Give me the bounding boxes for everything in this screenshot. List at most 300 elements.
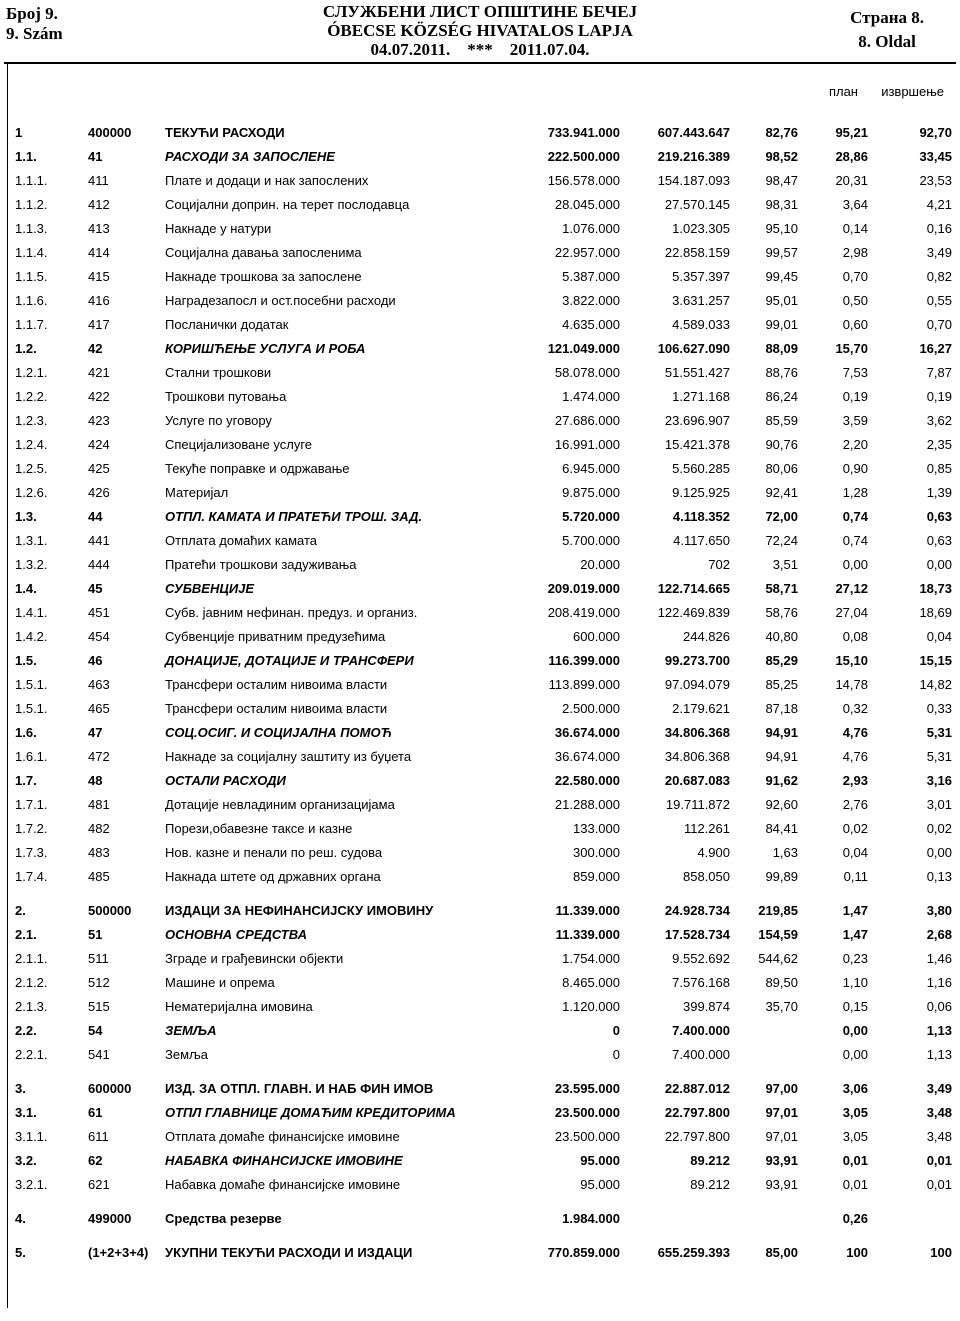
realized-amount: 27.570.145 [664,197,730,212]
share-plan: 1,10 [842,975,868,990]
percent-realized: 95,10 [765,221,798,236]
row-title: Трошкови путовања [165,389,287,404]
table-column-headers [8,64,960,120]
row-number: 1.2.3. [15,413,48,428]
share-realized: 0,01 [926,1153,952,1168]
plan-amount: 222.500.000 [547,149,620,164]
account-code: 411 [88,173,109,188]
account-code: 51 [88,927,103,942]
percent-realized: 80,06 [765,461,798,476]
percent-realized: 58,71 [765,581,798,596]
share-realized: 0,63 [926,509,952,524]
row-number: 1.5.1. [15,677,48,692]
account-code: 499000 [88,1211,132,1226]
account-code: 485 [88,869,110,884]
account-code: 426 [88,485,110,500]
row-title: Нематеријална имовина [165,999,313,1014]
realized-amount: 3.631.257 [672,293,730,308]
realized-amount: 7.400.000 [672,1047,730,1062]
share-realized: 3,62 [926,413,952,428]
share-plan: 0,19 [842,389,868,404]
row-number: 1.1.2. [15,197,48,212]
account-code: 416 [88,293,110,308]
row-title: ОСНОВНА СРЕДСТВА [165,927,308,942]
account-code: 451 [88,605,110,620]
realized-amount: 23.696.907 [664,413,730,428]
share-realized: 3,48 [926,1129,952,1144]
row-title: ТЕКУЋИ РАСХОДИ [165,125,285,140]
section-spacer [8,1230,960,1240]
journal-title-sr: СЛУЖБЕНИ ЛИСТ ОПШТИНЕ БЕЧЕЈ [322,2,638,21]
realized-amount: 51.551.427 [664,365,730,380]
account-code: 421 [88,365,110,380]
realized-amount: 15.421.378 [664,437,730,452]
share-plan: 3,05 [842,1105,868,1120]
section-row [8,1240,960,1264]
share-realized: 0,70 [926,317,952,332]
share-plan: 0,50 [842,293,868,308]
plan-amount: 95.000 [580,1177,620,1192]
journal-title [240,2,720,59]
plan-amount: 28.045.000 [554,197,620,212]
table-row [8,840,960,864]
percent-realized: 98,47 [765,173,798,188]
account-code: 47 [88,725,103,740]
realized-amount: 4.900 [697,845,730,860]
row-title: Трансфери осталим нивоима власти [165,701,388,716]
account-code: 500000 [88,903,132,918]
row-title: Трансфери осталим нивоима власти [165,677,388,692]
share-plan: 2,93 [842,773,868,788]
realized-amount: 34.806.368 [664,749,730,764]
realized-amount: 34.806.368 [664,725,730,740]
share-realized: 3,80 [926,903,952,918]
row-number: 4. [15,1211,26,1226]
row-number: 3.1. [15,1105,37,1120]
realized-amount: 154.187.093 [657,173,730,188]
account-code: 424 [88,437,110,452]
group-row [8,1100,960,1124]
share-realized: 18,73 [919,581,952,596]
group-row [8,720,960,744]
share-realized: 1,46 [926,951,952,966]
plan-amount: 5.700.000 [562,533,620,548]
share-realized: 0,00 [926,845,952,860]
share-realized: 0,13 [926,869,952,884]
plan-amount: 58.078.000 [554,365,620,380]
plan-amount: 16.991.000 [554,437,620,452]
percent-realized: 95,01 [765,293,798,308]
account-code: 46 [88,653,103,668]
budget-table [7,64,960,1308]
plan-amount: 36.674.000 [554,725,620,740]
row-number: 1.6. [15,725,37,740]
plan-amount: 27.686.000 [554,413,620,428]
percent-realized: 92,60 [765,797,798,812]
row-number: 1.4. [15,581,37,596]
table-row [8,792,960,816]
account-code: 454 [88,629,110,644]
row-title: Социјална давања запосленима [165,245,362,260]
account-code: 62 [88,1153,103,1168]
row-number: 1.7. [15,773,37,788]
table-row [8,744,960,768]
plan-amount: 1.120.000 [562,999,620,1014]
share-plan: 0,60 [842,317,868,332]
row-title: ЗЕМЉА [165,1023,217,1038]
account-code: 414 [88,245,110,260]
table-row [8,168,960,192]
row-number: 3.2.1. [15,1177,48,1192]
table-row [8,864,960,888]
section-row [8,1206,960,1230]
page-number-hu: 8. Oldal [858,32,916,51]
journal-title-hu: ÓBECSE KÖZSÉG HIVATALOS LAPJA [327,21,633,40]
percent-realized: 86,24 [765,389,798,404]
account-code: 417 [88,317,110,332]
account-code: 621 [88,1177,110,1192]
group-row [8,648,960,672]
realized-amount: 22.858.159 [664,245,730,260]
share-plan: 0,32 [842,701,868,716]
plan-amount: 11.339.000 [555,903,620,918]
section-spacer [8,1066,960,1076]
table-row [8,600,960,624]
percent-realized: 90,76 [765,437,798,452]
section-row [8,120,960,144]
realized-amount: 4.589.033 [672,317,730,332]
realized-amount: 399.874 [683,999,730,1014]
table-row [8,696,960,720]
realized-amount: 4.117.650 [673,533,730,548]
table-row [8,240,960,264]
percent-realized: 84,41 [765,821,798,836]
percent-realized: 92,41 [765,485,798,500]
account-code: 42 [88,341,103,356]
share-plan: 100 [846,1245,868,1260]
row-title: Субв. јавним нефинан. предуз. и организ. [165,605,418,620]
percent-realized: 94,91 [765,749,798,764]
percent-realized: 1,63 [772,845,798,860]
share-realized: 23,53 [919,173,952,188]
row-number: 3. [15,1081,26,1096]
share-plan: 3,05 [842,1129,868,1144]
row-number: 2.2.1. [15,1047,48,1062]
table-row [8,672,960,696]
realized-amount: 655.259.393 [657,1245,730,1260]
realized-amount: 858.050 [683,869,730,884]
share-plan: 0,04 [842,845,868,860]
account-code: 423 [88,413,110,428]
row-title: Стални трошкови [165,365,272,380]
account-code: 54 [88,1023,103,1038]
row-title: ОТПЛ ГЛАВНИЦЕ ДОМАЋИМ КРЕДИТОРИМА [165,1105,456,1120]
share-realized: 100 [930,1245,952,1260]
share-realized: 5,31 [926,749,952,764]
share-realized: 15,15 [919,653,952,668]
realized-amount: 219.216.389 [657,149,730,164]
share-plan: 0,90 [842,461,868,476]
plan-amount: 95.000 [580,1153,620,1168]
share-plan: 27,12 [835,581,868,596]
realized-amount: 89.212 [690,1153,730,1168]
row-title: Субвенције приватним предузећима [165,629,386,644]
percent-realized: 98,31 [765,197,798,212]
table-row [8,1124,960,1148]
share-plan: 15,10 [835,653,868,668]
share-realized: 3,01 [926,797,952,812]
plan-amount: 23.500.000 [554,1129,620,1144]
share-realized: 0,00 [926,557,952,572]
account-code: 444 [88,557,110,572]
row-title: Порези,обавезне таксе и казне [165,821,353,836]
account-code: 515 [88,999,110,1014]
share-plan: 1,28 [842,485,868,500]
row-title: УКУПНИ ТЕКУЋИ РАСХОДИ И ИЗДАЦИ [165,1245,413,1260]
group-row [8,504,960,528]
row-number: 1.4.1. [15,605,48,620]
table-row [8,360,960,384]
table-row [8,216,960,240]
account-code: 415 [88,269,110,284]
realized-amount: 607.443.647 [657,125,730,140]
row-number: 1 [15,125,23,140]
plan-amount: 23.595.000 [554,1081,620,1096]
row-number: 1.3. [15,509,37,524]
plan-amount: 5.387.000 [562,269,620,284]
realized-amount: 5.357.397 [672,269,730,284]
percent-realized: 89,50 [765,975,798,990]
row-number: 1.4.2. [15,629,48,644]
realized-amount: 4.118.352 [672,509,730,524]
group-row [8,336,960,360]
row-number: 2.1.3. [15,999,48,1014]
plan-amount: 116.399.000 [548,653,620,668]
row-number: 1.1.3. [15,221,48,236]
account-code: 412 [88,197,110,212]
page-header [0,0,960,62]
share-realized: 16,27 [919,341,952,356]
table-row [8,312,960,336]
account-code: 512 [88,975,110,990]
plan-amount: 0 [612,1047,620,1062]
share-plan: 0,11 [843,869,868,884]
row-title: НАБАВКА ФИНАНСИЈСКЕ ИМОВИНЕ [165,1153,403,1168]
account-code: 600000 [88,1081,132,1096]
share-plan: 0,08 [842,629,868,644]
account-code: 482 [88,821,110,836]
share-realized: 2,35 [926,437,952,452]
row-number: 1.7.3. [15,845,48,860]
row-title: Услуге по уговору [165,413,272,428]
share-realized: 0,63 [926,533,952,548]
row-title: Материјал [165,485,229,500]
realized-amount: 19.711.872 [665,797,730,812]
share-realized: 2,68 [926,927,952,942]
table-row [8,1172,960,1196]
share-plan: 1,47 [842,927,868,942]
row-title: ИЗДАЦИ ЗА НЕФИНАНСИЈСКУ ИМОВИНУ [165,903,434,918]
row-title: ДОНАЦИЈЕ, ДОТАЦИЈЕ И ТРАНСФЕРИ [165,653,414,668]
realized-amount: 7.400.000 [672,1023,730,1038]
row-title: Отплата домаћих камата [165,533,317,548]
share-realized: 0,01 [926,1177,952,1192]
account-code: 41 [88,149,103,164]
column-header-plan: план [828,84,858,99]
account-code: 48 [88,773,103,788]
plan-amount: 9.875.000 [562,485,620,500]
realized-amount: 106.627.090 [657,341,730,356]
plan-amount: 156.578.000 [547,173,620,188]
share-realized: 3,16 [926,773,952,788]
share-plan: 0,01 [842,1177,868,1192]
share-realized: 0,33 [926,701,952,716]
row-title: Социјални доприн. на терет послодавца [165,197,410,212]
table-row [8,192,960,216]
plan-amount: 21.288.000 [554,797,620,812]
share-plan: 4,76 [842,749,868,764]
row-number: 2.1.1. [15,951,48,966]
share-realized: 0,04 [926,629,952,644]
row-title: Зграде и грађевински објекти [165,951,344,966]
share-plan: 0,00 [842,1023,868,1038]
table-row [8,994,960,1018]
plan-amount: 0 [612,1023,620,1038]
share-plan: 1,47 [842,903,868,918]
percent-realized: 88,76 [765,365,798,380]
row-title: Посланички додатак [165,317,289,332]
share-plan: 2,20 [842,437,868,452]
row-number: 1.5.1. [15,701,48,716]
percent-realized: 85,00 [765,1245,798,1260]
percent-realized: 85,59 [765,413,798,428]
realized-amount: 97.094.079 [664,677,730,692]
percent-realized: 99,89 [765,869,798,884]
share-realized: 4,21 [926,197,952,212]
plan-amount: 209.019.000 [547,581,620,596]
page-number [850,6,924,54]
account-code: 45 [88,581,103,596]
share-plan: 4,76 [842,725,868,740]
row-number: 1.7.2. [15,821,48,836]
realized-amount: 7.576.168 [672,975,730,990]
table-row [8,408,960,432]
table-row [8,384,960,408]
share-realized: 0,82 [926,269,952,284]
row-title: Накнада штете од државних органа [165,869,381,884]
row-title: Наградезапосл и ост.посебни расходи [165,293,396,308]
table-row [8,528,960,552]
row-number: 1.1. [15,149,37,164]
row-title: Накнаде за социјалну заштиту из буџета [165,749,412,764]
realized-amount: 122.714.665 [657,581,730,596]
plan-amount: 6.945.000 [562,461,620,476]
plan-amount: 11.339.000 [555,927,620,942]
table-body [8,120,960,1264]
row-number: 1.2.2. [15,389,48,404]
plan-amount: 208.419.000 [547,605,620,620]
realized-amount: 9.552.692 [672,951,730,966]
row-number: 3.1.1. [15,1129,48,1144]
plan-amount: 8.465.000 [562,975,620,990]
share-realized: 1,16 [926,975,952,990]
percent-realized: 87,18 [765,701,798,716]
row-title: Нов. казне и пенали по реш. судова [165,845,383,860]
column-header-realization: извршење [881,84,944,99]
row-title: Отплата домаће финансијске имовине [165,1129,400,1144]
issue-number [6,4,63,44]
percent-realized: 97,01 [765,1105,798,1120]
share-plan: 27,04 [835,605,868,620]
table-row [8,816,960,840]
section-spacer [8,888,960,898]
row-title: Земља [165,1047,209,1062]
share-plan: 14,78 [835,677,868,692]
row-number: 5. [15,1245,26,1260]
percent-realized: 98,52 [765,149,798,164]
row-title: СУБВЕНЦИЈЕ [165,581,255,596]
account-code: 400000 [88,125,132,140]
plan-amount: 1.984.000 [562,1211,620,1226]
share-realized: 3,48 [926,1105,952,1120]
account-code: 541 [88,1047,110,1062]
row-title: ИЗД. ЗА ОТПЛ. ГЛАВН. И НАБ ФИН ИМОВ [165,1081,434,1096]
share-realized: 92,70 [919,125,952,140]
percent-realized: 85,25 [765,677,798,692]
account-code: 463 [88,677,110,692]
share-realized: 7,87 [926,365,952,380]
row-title: Накнаде трошкова за запослене [165,269,362,284]
share-plan: 3,64 [842,197,868,212]
row-title: Машине и опрема [165,975,275,990]
plan-amount: 121.049.000 [547,341,620,356]
plan-amount: 859.000 [573,869,620,884]
share-plan: 0,74 [842,509,868,524]
share-plan: 0,14 [842,221,868,236]
realized-amount: 89.212 [690,1177,730,1192]
share-plan: 0,26 [842,1211,868,1226]
share-plan: 0,01 [842,1153,868,1168]
row-title: Дотације невладиним организацијама [165,797,395,812]
share-plan: 15,70 [835,341,868,356]
percent-realized: 72,00 [765,509,798,524]
row-title: ОТПЛ. КАМАТА И ПРАТЕЋИ ТРОШ. ЗАД. [165,509,423,524]
percent-realized: 85,29 [765,653,798,668]
table-row [8,624,960,648]
percent-realized: 154,59 [758,927,798,942]
account-code: 61 [88,1105,103,1120]
share-plan: 20,31 [835,173,868,188]
share-plan: 0,15 [842,999,868,1014]
share-realized: 33,45 [919,149,952,164]
share-realized: 5,31 [926,725,952,740]
table-row [8,288,960,312]
table-row [8,264,960,288]
row-number: 1.2.6. [15,485,48,500]
realized-amount: 122.469.839 [657,605,730,620]
row-number: 2.2. [15,1023,37,1038]
percent-realized: 72,24 [765,533,798,548]
share-plan: 7,53 [842,365,868,380]
account-code: 441 [88,533,110,548]
table-row [8,552,960,576]
share-realized: 18,69 [919,605,952,620]
realized-amount: 20.687.083 [664,773,730,788]
table-row [8,1042,960,1066]
percent-realized: 97,01 [765,1129,798,1144]
share-realized: 3,49 [926,245,952,260]
page-number-sr: Страна 8. [850,8,924,27]
